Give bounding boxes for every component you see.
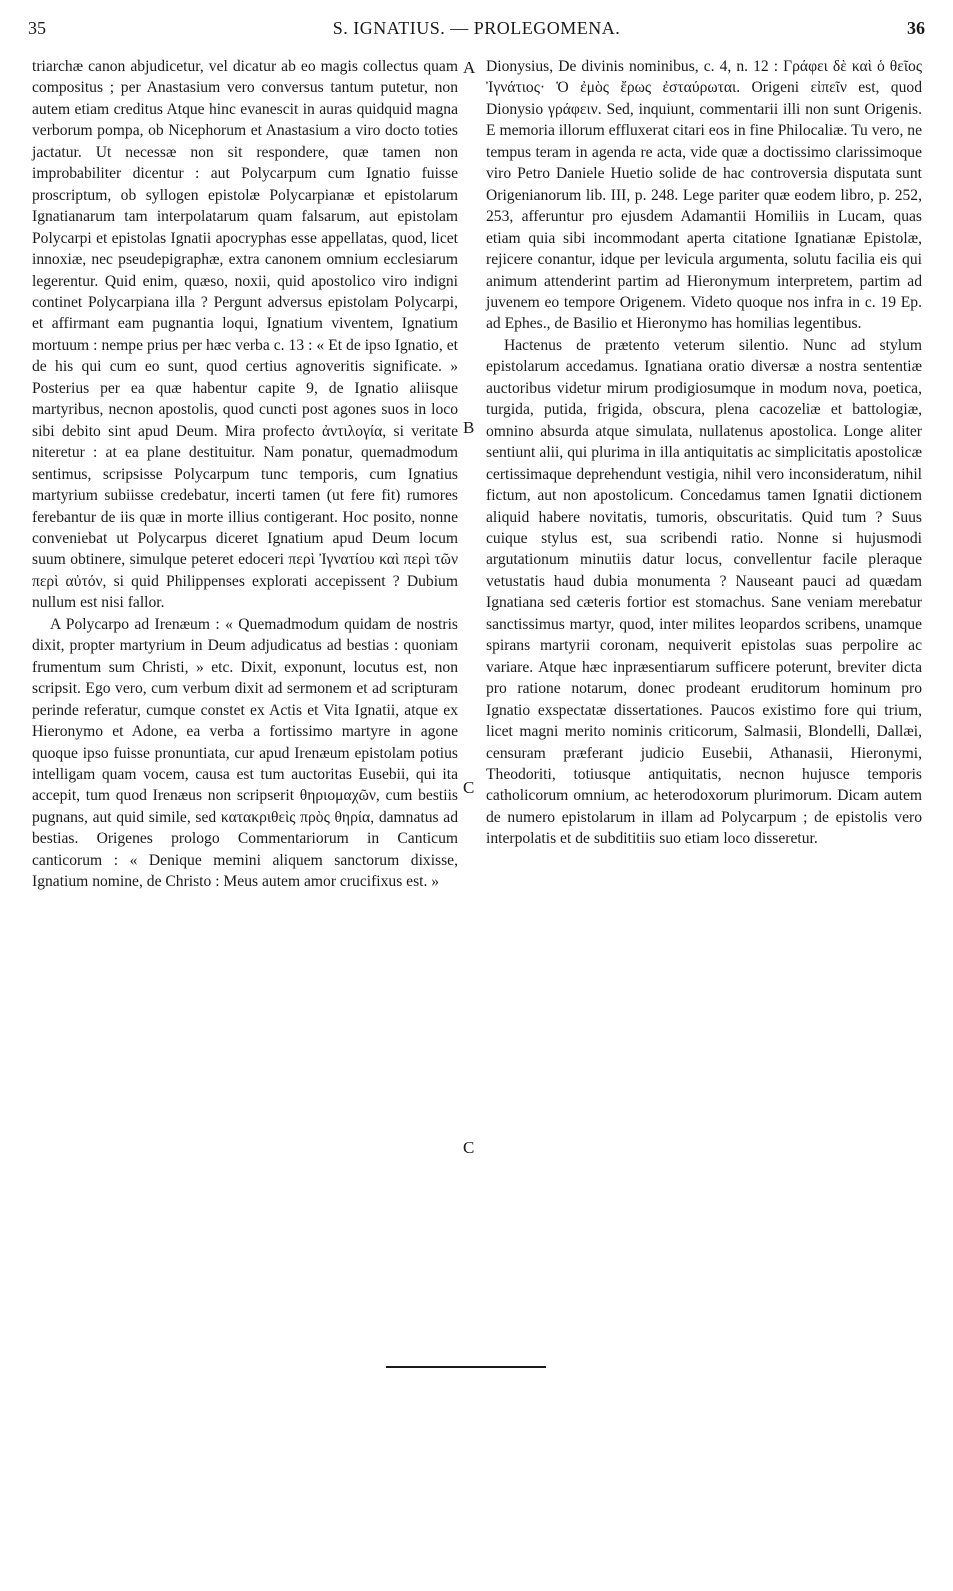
left-column [32,56,458,893]
left-paragraph-2: A Polycarpo ad Irenæum : « Quemadmodum quidam de nostris dixit, propter martyrium in Deum adjudicatus ad bestias : quoniam frumentum sum Christi, » etc. Dixit, exponunt, locutus est, non scripsit. Ego vero, cum verbum dixit ad sermonem et ad scripturam perinde referatur, cumque constet ex Actis et Vita Ignatii, atque ex Hieronymo et Adone, ea verba a fortissimo martyre in agone quoque ipso fuisse pronuntiata, cur apud Irenæum epistolam potius intelligam quam vocem, causa est tum auctoritas Eusebii, qui ita accepit, tum quod Irenæus non scripserit θηριομαχῶν, cum bestiis pugnans, aut quid simile, sed κατακριθεὶς πρὸς θηρία, damnatus ad bestias. Origenes prologo Commentariorum in Canticum canticorum : « Denique memini aliquem sanctorum dixisse, Ignatium nomine, de Christo : Meus autem amor crucifixus est. » [32,615,458,891]
section-marker-b: B [463,418,475,437]
running-title: S. IGNATIUS. — PROLEGOMENA. [332,18,621,38]
section-marker-c-lower: C [463,1138,475,1157]
end-rule [386,1366,546,1368]
section-marker-c: C [463,778,475,797]
right-column [486,56,922,850]
left-paragraph-1: triarchæ canon abjudicetur, vel dicatur ab eo magis collectus quam compositus ; per Anastasium vero conversus tantum putetur, non autem etiam creditus Atque hinc evanescit in auras quidquid magna verborum pompa, ob Nicephorum et Anastasium a viro docto toties jactatur. Ut necessæ non sit respondere, quæ tamen non improbabiliter dicentur : aut Polycarpum cum Ignatio fuisse proscriptum, ob syllogen epistolæ Polycarpianæ et epistolarum Ignatianarum tam interpolatarum quam falsarum, aut epistolam Polycarpi et epistolas Ignatii apocryphas esse appellatas, quod, licet innoxiæ, nec pseudepigraphæ, extra canonem omnium ecclesiarum legerentur. Quid enim, quæso, noxii, quid apostolico viro indigni continet Polycarpiana illa ? Pergunt adversus epistolam Polycarpi, et affirmant eam pugnantia loqui, Ignatium viventem, Ignatium mortuum : nempe prius per hæc verba c. 13 : « Et de ipso Ignatio, et de his qui cum eo sunt, quod certius agnoveritis significate. » Posterius per ea quæ habentur capite 9, de Ignatio aliisque martyribus, necnon apostolis, quod cuncti post agones suos in loco sibi debito sint apud Deum. Mira profecto ἀντιλογία, si veritate niteretur : at ea plane destituitur. Nam ponatur, quemadmodum sentimus, scripsisse Polycarpum tunc temporis, cum Ignatius martyrium subiisse credebatur, incerti tamen (ut fere fit) rumores ferebantur de iis quæ in morte illius contigerant. Hoc posito, nonne conveniebat ut Polycarpus diceret Ignatium apud Deum locum suum obtinere, simulque peteret edoceri περὶ Ἰγνατίου καὶ περὶ τῶν περὶ αὐτόν, si quid Philippenses explorati accepissent ? Dubium nullum est nisi fallor. [32,58,458,612]
left-page-number: 35 [28,18,46,38]
right-paragraph-1: Dionysius, De divinis nominibus, c. 4, n. 12 : Γράφει δὲ καὶ ὁ θεῖος Ἰγνάτιος· Ὁ ἐμὸς ἔρως ἐσταύρωται. Origeni εἰπεῖν est, quod Dionysio γράφειν. Sed, inquiunt, commentarii illi non sunt Origenis. E memoria illorum effluxerat citari eos in fine Philocaliæ. Tu vero, ne tempus teram in agenda re acta, vide quæ a doctissimo clarissimoque viro Petro Daniele Huetio solide de hac controversia disputata sunt Origenianorum lib. III, p. 248. Lege pariter quæ eodem libro, p. 252, 253, afferuntur pro ejusdem Adamantii Homiliis in Lucam, quas etiam quia sibi incommodant aperta citatione Ignatianæ Epistolæ, rejicere conantur, idque per levicula argumenta, solutu facilia eis qui animum attenderint partim ad Hieronymum interpretem, partim ad juvenem eo tempore Origenem. Videto quoque nos infra in c. 19 Ep. ad Ephes., de Basilio et Hieronymo has homilias legentibus. [486,58,922,333]
section-marker-a: A [463,58,476,77]
page-header [28,18,925,42]
right-paragraph-2: Hactenus de prætento veterum silentio. Nunc ad stylum epistolarum accedamus. Ignatiana oratio diversæ a nostra sententiæ auctoribus videtur mirum prodigiosumque in modum nova, poetica, turgida, putida, frigida, obscura, plena cacozeliæ et battologiæ, omnino absurda atque simulata, nullatenus apostolica. Longe aliter sentiunt alii, qui plurima in illa antiquitatis ac simplicitatis apostolicæ certissimaque deprehendunt vestigia, nihil vero inconsideratum, nihil fictum, aut non apostolicum. Concedamus tamen Ignatii dictionem aliquid habere novitatis, tumoris, obscuritatis. Quid tum ? Suus cuique stylus est, sua scribendi ratio. Nonne si hujusmodi argutationum minutiis datur locus, convellentur facile pleraque vetustatis haud dubia monumenta ? Nauseant pauci ad quædam Ignatiana sed cæteris fortior est stomachus. Sane veniam merebatur sanctissimus martyr, quod, inter milites leopardos scribens, unamque spirans martyrii coronam, nequiverit epistolas suas perpolire ac variare. Atque hæc inpræsentiarum sufficere poterunt, breviter dicta pro ratione notarum, donec prodeant eruditorum hominum pro Ignatio exspectatæ dissertationes. Paucos existimo fore qui trium, licet magni merito nominis criticorum, Salmasii, Blondelli, Dallæi, censuram præferant judicio Eusebii, Athanasii, Hieronymi, Theodoriti, totiusque antiquitatis, necnon hujusce temporis catholicorum omnium, ac heterodoxorum plurimorum. Dicam autem de numero epistolarum in illam ad Polycarpum ; de epistolis vero interpolatis et de subdititiis suo etiam loco disseretur. [486,336,922,848]
right-page-number: 36 [907,18,925,38]
